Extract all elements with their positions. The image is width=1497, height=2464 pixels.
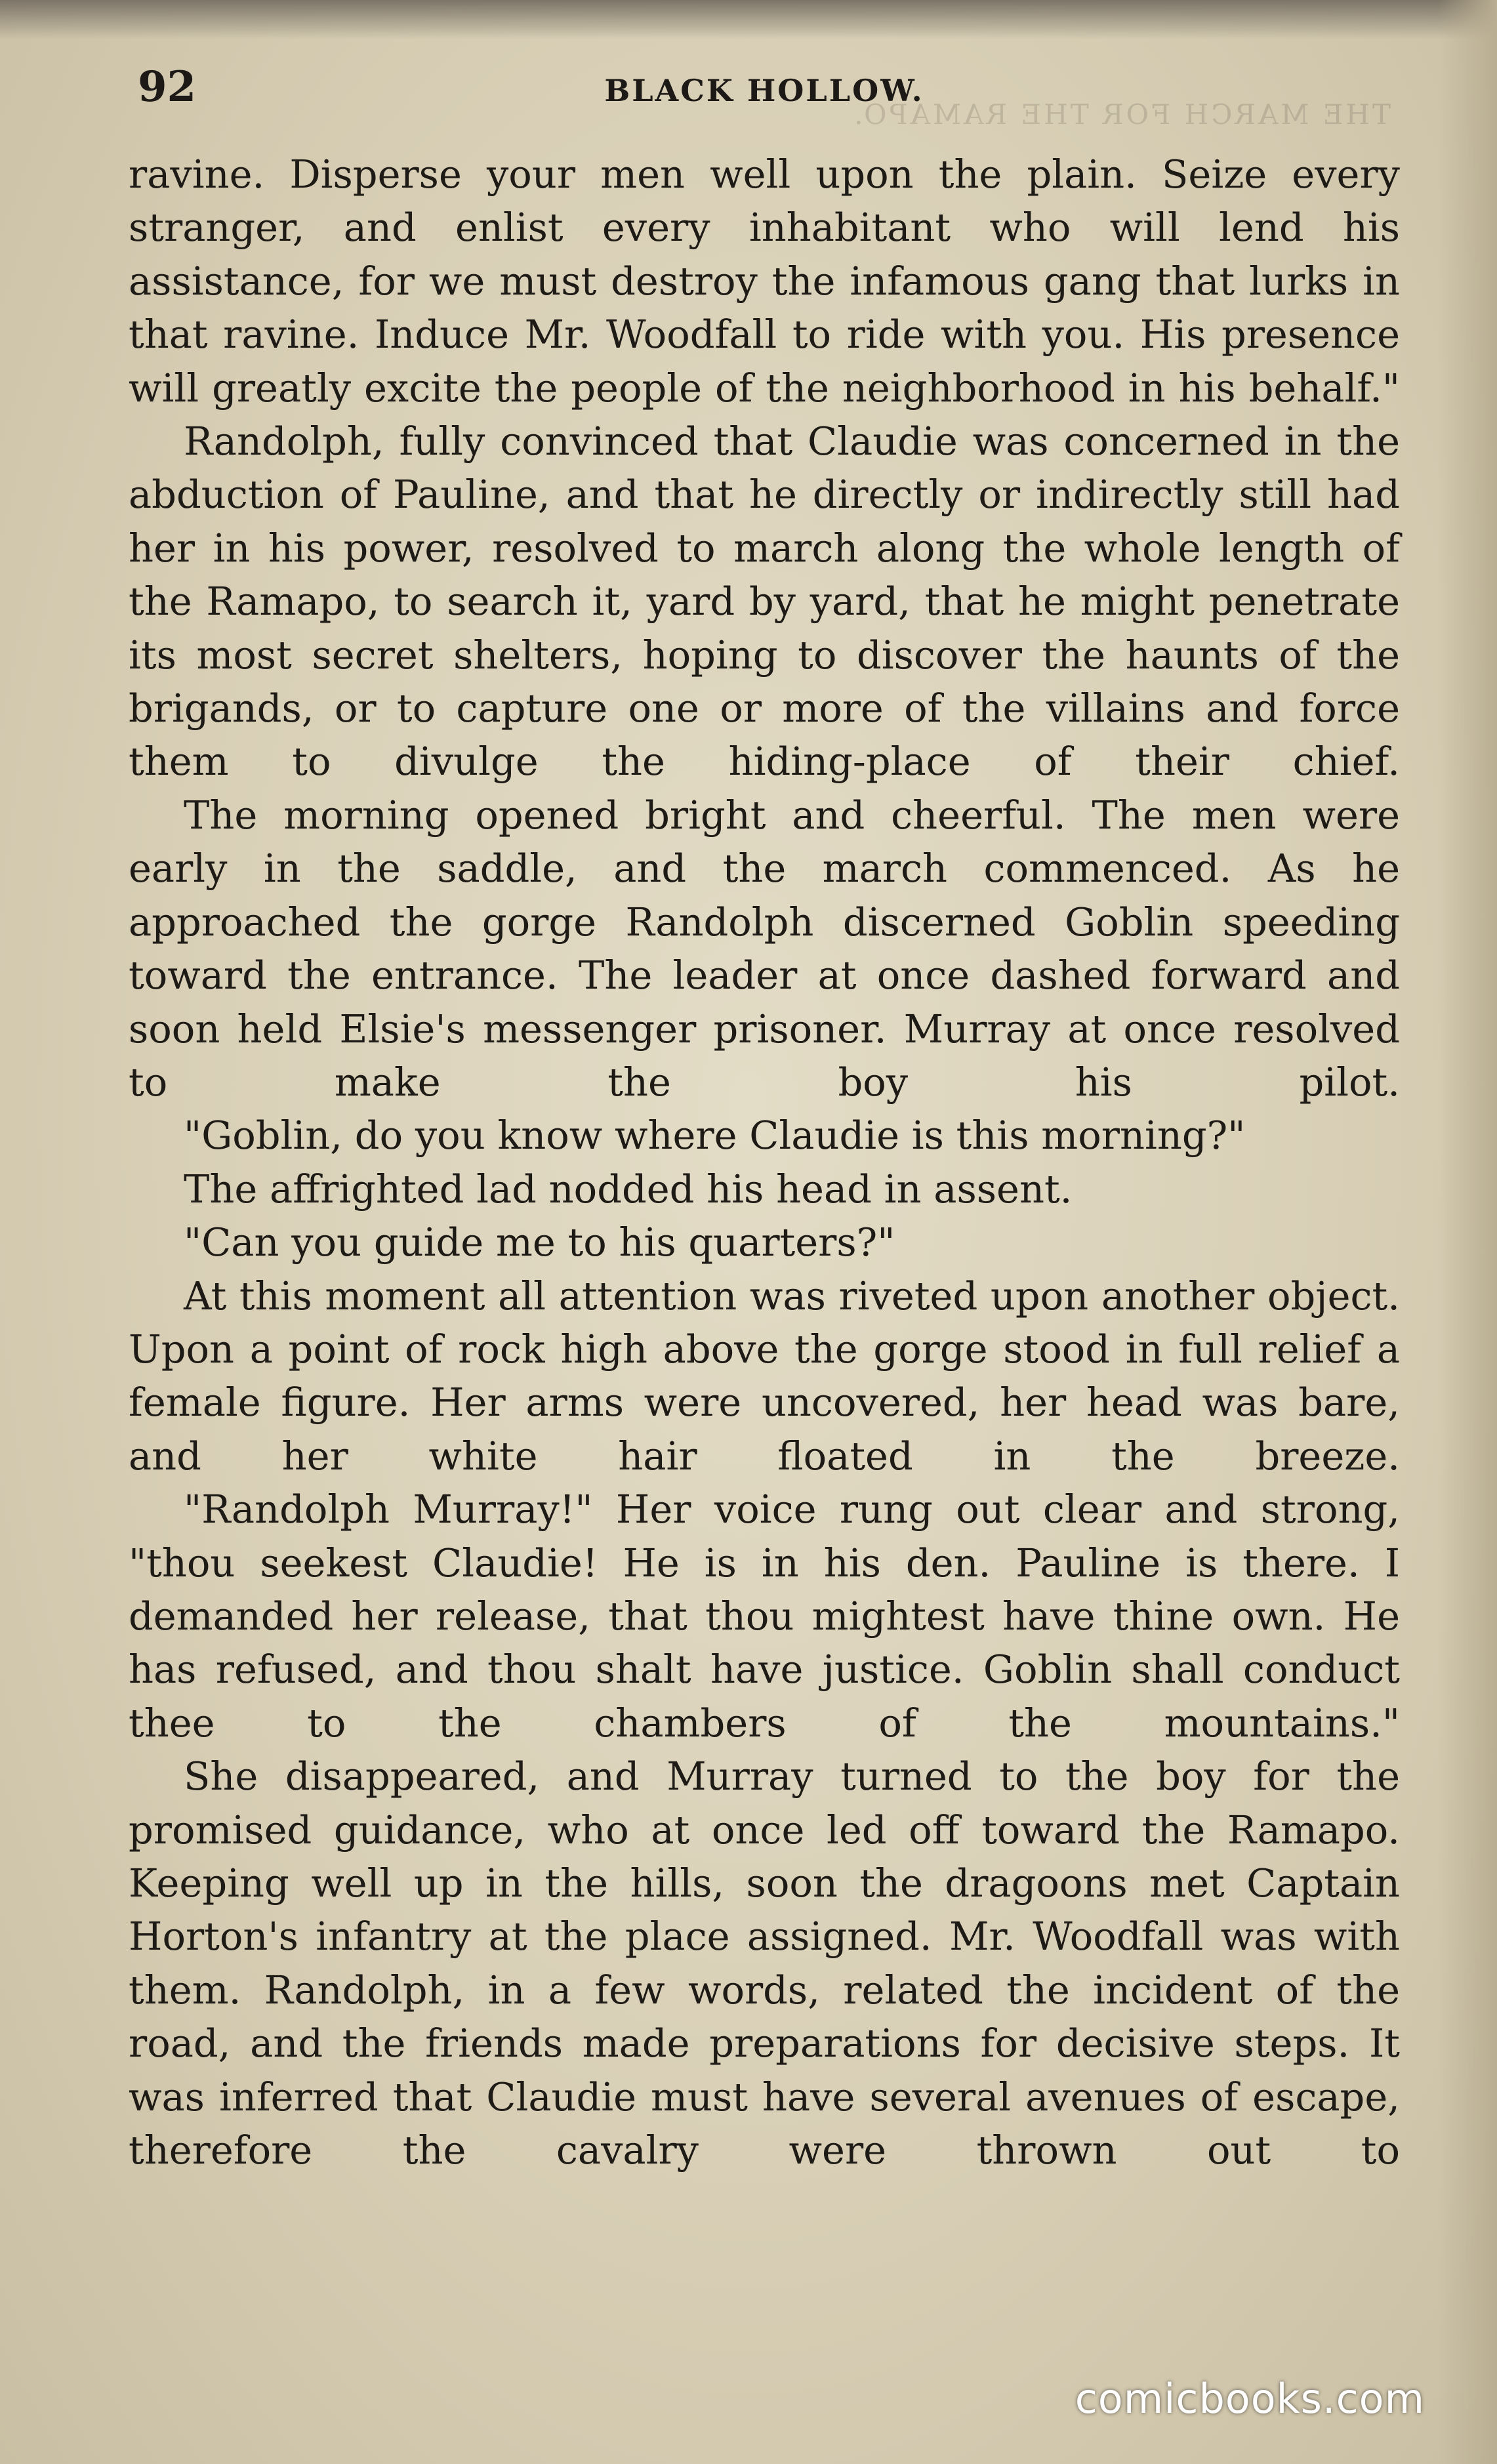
paragraph-8: "Randolph Murray!" Her voice rung out clear and strong, "thou seekest Claudie! He is in his den. Pauline is there. I demanded her release, that thou mightest have thine own. He has refused, and thou shalt have justice. Goblin shall conduct thee to the chambers of the mountains." <box>129 1487 1400 1746</box>
page-top-shadow <box>0 0 1497 39</box>
paragraph-9: She disappeared, and Murray turned to the boy for the promised guidance, who at once led off toward the Ramapo. Keeping well up in the hills, soon the dragoons met Captain Horton's infantry at the place assigned. Mr. Woodfall was with them. Randolph, in a few words, related the incident of the road, and the friends made preparations for decisive steps. It was inferred that Claudie must have several avenues of escape, therefore the cavalry were thrown out to <box>129 1754 1400 2173</box>
paragraph-1: ravine. Disperse your men well upon the plain. Seize every stranger, and enlist every inhabitant who will lend his assistance, for we must destroy the infamous gang that lurks in that ravine. Induce Mr. Woodfall to ride with you. His presence will greatly excite the people of the neighborhood in his behalf." <box>129 152 1400 411</box>
paragraph-5: The affrighted lad nodded his head in assent. <box>184 1166 1073 1212</box>
paragraph-7: At this moment all attention was riveted upon another object. Upon a point of rock high above the gorge stood in full relief a female figure. Her arms were uncovered, her head was bare, and her white hair floated in the breeze. <box>129 1273 1400 1479</box>
bleed-through-text: THE MARCH FOR THE RAMAPO. <box>851 98 1391 131</box>
paragraph-4: "Goblin, do you know where Claudie is this morning?" <box>184 1113 1246 1159</box>
paragraph-6: "Can you guide me to his quarters?" <box>184 1220 895 1265</box>
page-number: 92 <box>138 62 197 112</box>
watermark: comicbooks.com <box>1075 2375 1425 2423</box>
body-text <box>129 148 1400 2177</box>
paragraph-2: Randolph, fully convinced that Claudie was concerned in the abduction of Pauline, and that he directly or indirectly still had her in his power, resolved to march along the whole length of the Ramapo, to search it, yard by yard, that he might penetrate its most secret shelters, hoping to discover the haunts of the brigands, or to capture one or more of the villains and force them to divulge the hiding-place of their chief. <box>129 419 1400 785</box>
page-edge-shadow <box>1438 0 1497 2464</box>
running-head: BLACK HOLLOW. <box>604 73 924 108</box>
paragraph-3: The morning opened bright and cheerful. The men were early in the saddle, and the march commenced. As he approached the gorge Randolph discerned Goblin speeding toward the entrance. The leader at once dashed forward and soon held Elsie's messenger prisoner. Murray at once resolved to make the boy his pilot. <box>129 792 1400 1105</box>
